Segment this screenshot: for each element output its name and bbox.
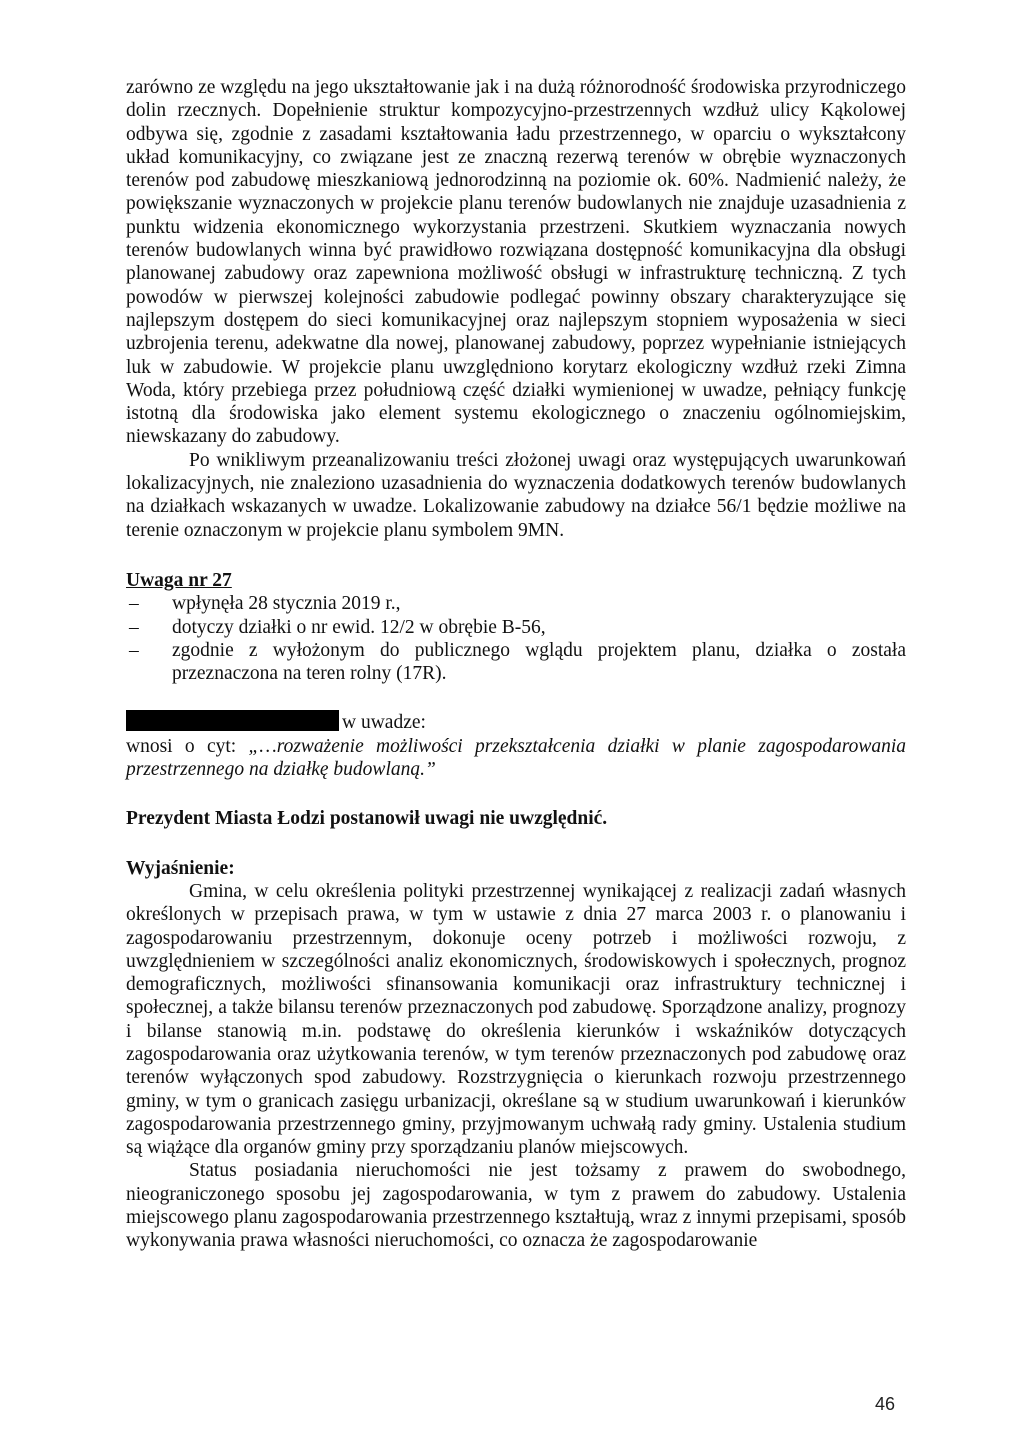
remark-item-date: – wpłynęła 28 stycznia 2019 r., [126, 592, 906, 615]
paragraph-1: zarówno ze względu na jego ukształtowanie jak i na dużą różnorodność środowiska przyrodniczego dolin rzecznych. Dopełnienie struktur kompozycyjno-przestrzennych wzdłuż ulicy Kąkolowej odbywa się, zgodnie z zasadami kształtowania ładu przestrzennego, w oparciu o wykształcony układ komunikacyjny, co związane jest ze znaczną rezerwą terenów w obrębie wyznaczonych terenów pod zabudowę mieszkaniową jednorodzinną na poziomie ok. 60%. Nadmienić należy, że powiększanie wyznaczonych w projekcie planu terenów budowlanych nie znajduje uzasadnienia z punktu widzenia ekonomicznego wykorzystania przestrzeni. Skutkiem wyznaczania nowych terenów budowlanych winna być prawidłowo rozwiązana dostępność komunikacyjna dla obsługi planowanej zabudowy oraz zapewniona możliwość obsługi w infrastrukturę techniczną. Z tych powodów w pierwszej kolejności zabudowie podlegać powinny obszary charakteryzujące się najlepszym dostępem do sieci komunikacyjnej oraz najlepszym stopniem wyposażenia w sieci uzbrojenia terenu, adekwatne dla nowej, planowanej zabudowy, poprzez wypełnianie istniejących luk w zabudowie. W projekcie planu uwzględniono korytarz ekologiczny wzdłuż rzeki Zimna Woda, który przebiega przez południową część działki wymienionej w uwadze, pełniący funkcję istotną dla środowiska jako element systemu ekologicznego o znaczeniu ogólnomiejskim, niewskazany do zabudowy. [126, 77, 906, 448]
in-remark-label: w uwadze: [342, 712, 426, 734]
paragraph-4: Status posiadania nieruchomości nie jest tożsamy z prawem do swobodnego, nieograniczonego sposobu jej zagospodarowania, w tym z prawem do zabudowy. Ustalenia miejscowego planu zagospodarowania przestrzennego kształtują, wraz z innymi przepisami, sposób wykonywania prawa własności nieruchomości, co oznacza że zagospodarowanie [126, 1160, 906, 1252]
explanation-label: Wyjaśnienie: [126, 857, 235, 879]
request-text [126, 735, 906, 782]
paragraph-2: Po wnikliwym przeanalizowaniu treści złożonej uwagi oraz występujących uwarunkowań lokalizacyjnych, nie znaleziono uzasadnienia do wyznaczenia dodatkowych terenów budowlanych na działkach wskazanych w uwadze. Lokalizowanie zabudowy na działce 56/1 będzie możliwe na terenie oznaczonym w projekcie planu symbolem 9MN. [126, 449, 906, 541]
decision-statement: Prezydent Miasta Łodzi postanowił uwagi nie uwzględnić. [126, 808, 608, 830]
page-number: 46 [875, 1394, 896, 1414]
document-page [126, 76, 906, 1253]
remark-item-plan-status: – zgodnie z wyłożonym do publicznego wglądu projektem planu, działka o została przeznaczona na teren rolny (17R). [126, 639, 906, 686]
paragraph-3: Gmina, w celu określenia polityki przestrzennej wynikającej z realizacji zadań własnych określonych w przepisach prawa, w tym w ustawie z dnia 27 marca 2003 r. o planowaniu i zagospodarowaniu przestrzennym, dokonuje oceny potrzeb i możliwości rozwoju, z uwzględnieniem w szczególności analiz ekonomicznych, środowiskowych i społecznych, prognoz demograficznych, możliwości sfinansowania komunikacji oraz infrastruktury technicznej i społecznej, a także bilansu terenów przeznaczonych pod zabudowę. Sporządzone analizy, prognozy i bilanse stanowią m.in. podstawę do określenia kierunków i wskaźników dotyczących zagospodarowania oraz użytkowania terenów, w tym terenów przeznaczonych pod zabudowę oraz terenów wyłączonych spod zabudowy. Rozstrzygnięcia o kierunkach rozwoju przestrzennego gminy, w tym o granicach zasięgu urbanizacji, określane są w studium uwarunkowań i kierunków zagospodarowania przestrzennego gminy, przyjmowanym uchwałą rady gminy. Ustalenia studium są wiążące dla organów gminy przy sporządzaniu planów miejscowych. [126, 880, 906, 1159]
remark-details-list [126, 592, 906, 685]
request-prefix: wnosi o cyt: [126, 735, 249, 757]
redaction-bar [126, 710, 339, 731]
request-quote: „…rozważenie możliwości przekształcenia działki w planie zagospodarowania przestrzennego na działkę budowlaną.” [126, 735, 906, 781]
remark-item-parcel: – dotyczy działki o nr ewid. 12/2 w obrębie B-56, [126, 616, 906, 639]
applicant-line [126, 710, 906, 734]
remark-heading: Uwaga nr 27 [126, 569, 232, 591]
